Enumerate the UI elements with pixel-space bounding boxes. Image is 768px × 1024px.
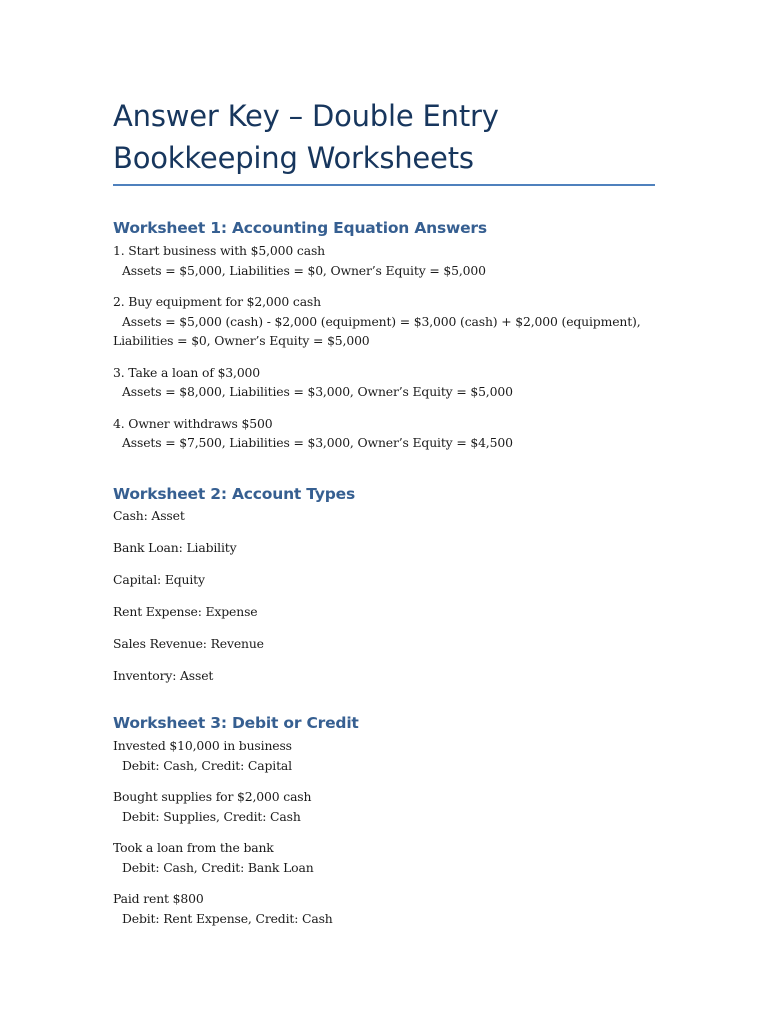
answer-text: Assets = $7,500, Liabilities = $3,000, Owner’s Equity = $4,500: [122, 435, 513, 450]
worksheet-3-section: [113, 713, 658, 928]
title-underline: [113, 184, 655, 186]
worksheet-2-section: [113, 484, 658, 686]
transaction-text: Took a loan from the bank: [113, 840, 274, 855]
worksheet-1-heading: Worksheet 1: Accounting Equation Answers: [113, 219, 487, 237]
account-type-item: Bank Loan: Liability: [113, 539, 237, 555]
entry-text: Debit: Rent Expense, Credit: Cash: [122, 910, 333, 926]
answer-text: Assets = $8,000, Liabilities = $3,000, Owner’s Equity = $5,000: [122, 384, 513, 399]
answer-text: Assets = $5,000 (cash) - $2,000 (equipment) = $3,000 (cash) + $2,000 (equipment),: [122, 313, 641, 329]
account-type-item: Rent Expense: Expense: [113, 603, 258, 619]
worksheet-1-item: [113, 414, 658, 453]
worksheet-1-section: [113, 218, 658, 453]
answer-text-continued: Liabilities = $0, Owner’s Equity = $5,000: [113, 333, 370, 348]
debit-credit-item: [113, 787, 658, 826]
account-type-item: Cash: Asset: [113, 507, 185, 523]
entry-text: Debit: Supplies, Credit: Cash: [122, 808, 301, 824]
transaction-text: Invested $10,000 in business: [113, 738, 292, 753]
document-page: [113, 95, 658, 940]
question-text: 2. Buy equipment for $2,000 cash: [113, 294, 321, 309]
document-title: [113, 95, 658, 179]
entry-text: Debit: Cash, Credit: Bank Loan: [122, 859, 314, 875]
entry-text: Debit: Cash, Credit: Capital: [122, 757, 292, 773]
debit-credit-item: [113, 838, 658, 877]
account-type-item: Capital: Equity: [113, 571, 205, 587]
transaction-text: Bought supplies for $2,000 cash: [113, 789, 312, 804]
account-type-item: Inventory: Asset: [113, 667, 214, 683]
debit-credit-item: [113, 736, 658, 775]
transaction-text: Paid rent $800: [113, 891, 204, 906]
document-title-line-2: Bookkeeping Worksheets: [113, 141, 474, 175]
worksheet-1-item: [113, 292, 658, 351]
worksheet-1-item: [113, 241, 658, 280]
worksheet-1-item: [113, 363, 658, 402]
question-text: 1. Start business with $5,000 cash: [113, 243, 325, 258]
question-text: 4. Owner withdraws $500: [113, 415, 273, 431]
worksheet-2-heading: Worksheet 2: Account Types: [113, 484, 355, 503]
question-text: 3. Take a loan of $3,000: [113, 364, 261, 380]
document-title-line-1: Answer Key – Double Entry: [113, 99, 499, 133]
answer-text: Assets = $5,000, Liabilities = $0, Owner’s Equity = $5,000: [122, 262, 486, 278]
debit-credit-item: [113, 889, 658, 928]
account-type-item: Sales Revenue: Revenue: [113, 635, 264, 651]
worksheet-3-heading: Worksheet 3: Debit or Credit: [113, 714, 359, 732]
